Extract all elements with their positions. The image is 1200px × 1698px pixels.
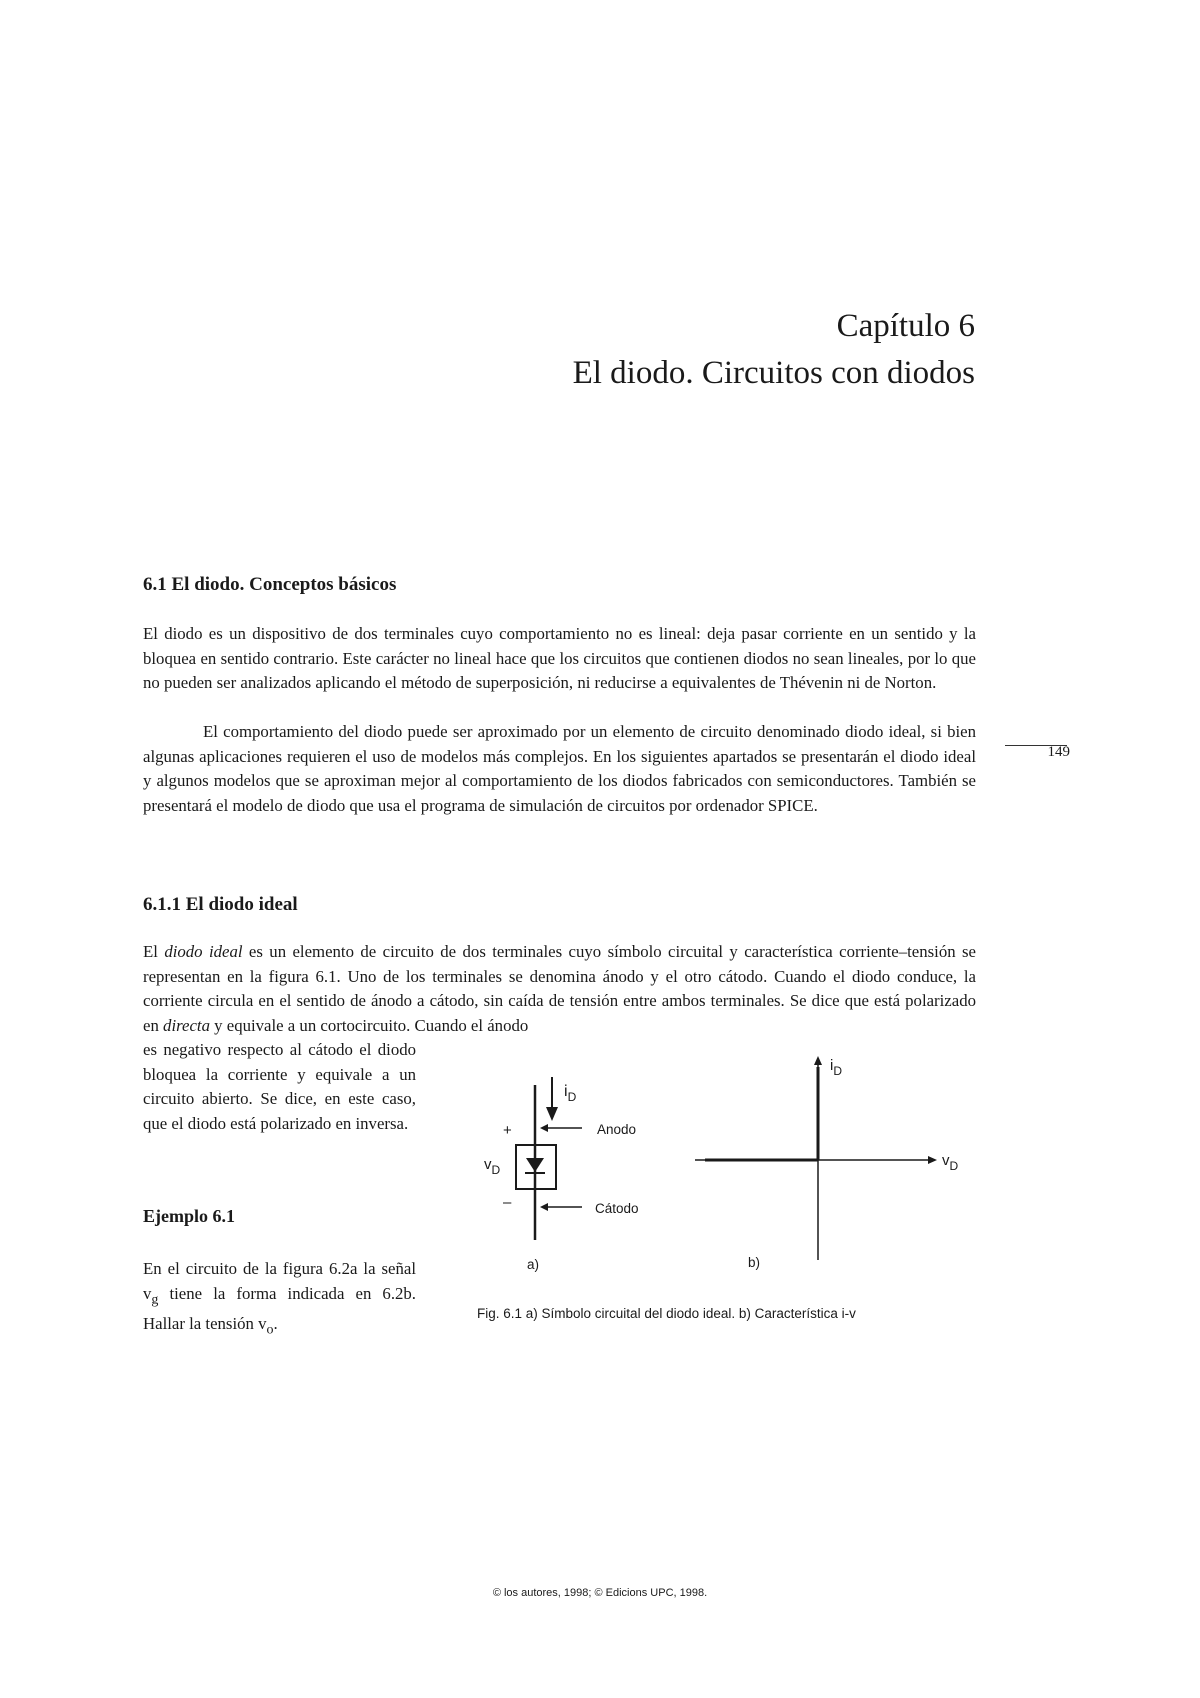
para-text-start: El [143, 942, 165, 961]
iv-characteristic [705, 1067, 818, 1160]
voltage-label: $v_D$ [484, 1156, 501, 1177]
iv-axes [695, 1056, 937, 1260]
example-text-b: tiene la forma indicada en 6.2b. Hallar la tensión v [143, 1283, 416, 1334]
minus-sign: – [503, 1194, 512, 1211]
term-diodo-ideal: diodo ideal [164, 942, 243, 961]
plus-sign: + [503, 1122, 512, 1139]
subsection-heading: 6.1.1 El diodo ideal [143, 894, 298, 915]
section-paragraph-2: El comportamiento del diodo puede ser aproximado por un elemento de circuito denominado diodo ideal, si bien algunas aplicaciones requieren el uso de modelos más complejos. En los siguientes apartados se presentarán el diodo ideal y algunos modelos que se aproximan mejor al comportamiento de los diodos fabricados con semiconductores. También se presentará el modelo de diodo que usa el programa de simulación de circuitos por ordenador SPICE. [143, 722, 976, 815]
example-text [143, 1257, 416, 1343]
column-text: es negativo respecto al cátodo el diodo bloquea la corriente y equivale a un circuito abierto. Se dice, en este caso, que el diodo está polarizado en [143, 1040, 416, 1133]
example-text-a: En el circuito de la figura 6.2a la señal v [143, 1259, 416, 1303]
cathode-label: Cátodo [595, 1201, 639, 1216]
y-axis-label: $i_D$ [830, 1057, 843, 1078]
sub-g: g [151, 1291, 159, 1307]
subsection-paragraph [143, 940, 976, 1038]
copyright-footer: © los autores, 1998; © Edicions UPC, 1998. [492, 1587, 708, 1599]
para-text-end: y equivale a un cortocircuito. Cuando el ánodo [209, 1015, 529, 1035]
term-directa: directa [163, 1015, 210, 1035]
chapter-number: Capítulo 6 [836, 308, 975, 344]
example-title: Ejemplo 6.1 [143, 1206, 235, 1226]
x-axis-label: $v_D$ [942, 1152, 959, 1173]
term-inversa: inversa [355, 1113, 404, 1133]
section-heading: 6.1 El diodo. Conceptos básicos [143, 574, 397, 595]
panel-a-label: a) [527, 1257, 540, 1272]
anode-label: Anodo [597, 1122, 637, 1137]
page-number: 149 [1047, 744, 1070, 760]
figure-diode [440, 1045, 980, 1345]
chapter-title: El diodo. Circuitos con diodos [572, 355, 975, 391]
sub-o: o [266, 1322, 274, 1338]
panel-b-label: b) [748, 1255, 761, 1270]
example-text-c: . [273, 1314, 278, 1334]
para-text-mid: es un elemento de circuito de dos terminales cuyo símbolo circuital y característica corriente–tensión se representan en la figura 6.1. Uno de los terminales se denomina ánodo y el otro cátodo. Cuando el diodo conduce, la corriente circula en el sentido de ánodo a cátodo, sin caída de tensión entre ambos terminales. Se dice que está polarizado en [143, 942, 976, 1035]
column-paragraph [143, 1038, 416, 1136]
section-paragraph-1: El diodo es un dispositivo de dos terminales cuyo comportamiento no es lineal: deja pasar corriente en un sentido y la bloquea en sentido contrario. Este carácter no lineal hace que los circuitos que contienen diodos no sean lineales, por lo que no pueden ser analizados aplicando el método de superposición, ni reducirse a equivalentes de Thévenin ni de Norton. [143, 624, 976, 692]
figure-caption: Fig. 6.1 a) Símbolo circuital del diodo ideal. b) Característica i-v [477, 1306, 856, 1321]
current-label: $i_D$ [564, 1083, 577, 1104]
column-text-end: . [403, 1113, 409, 1133]
